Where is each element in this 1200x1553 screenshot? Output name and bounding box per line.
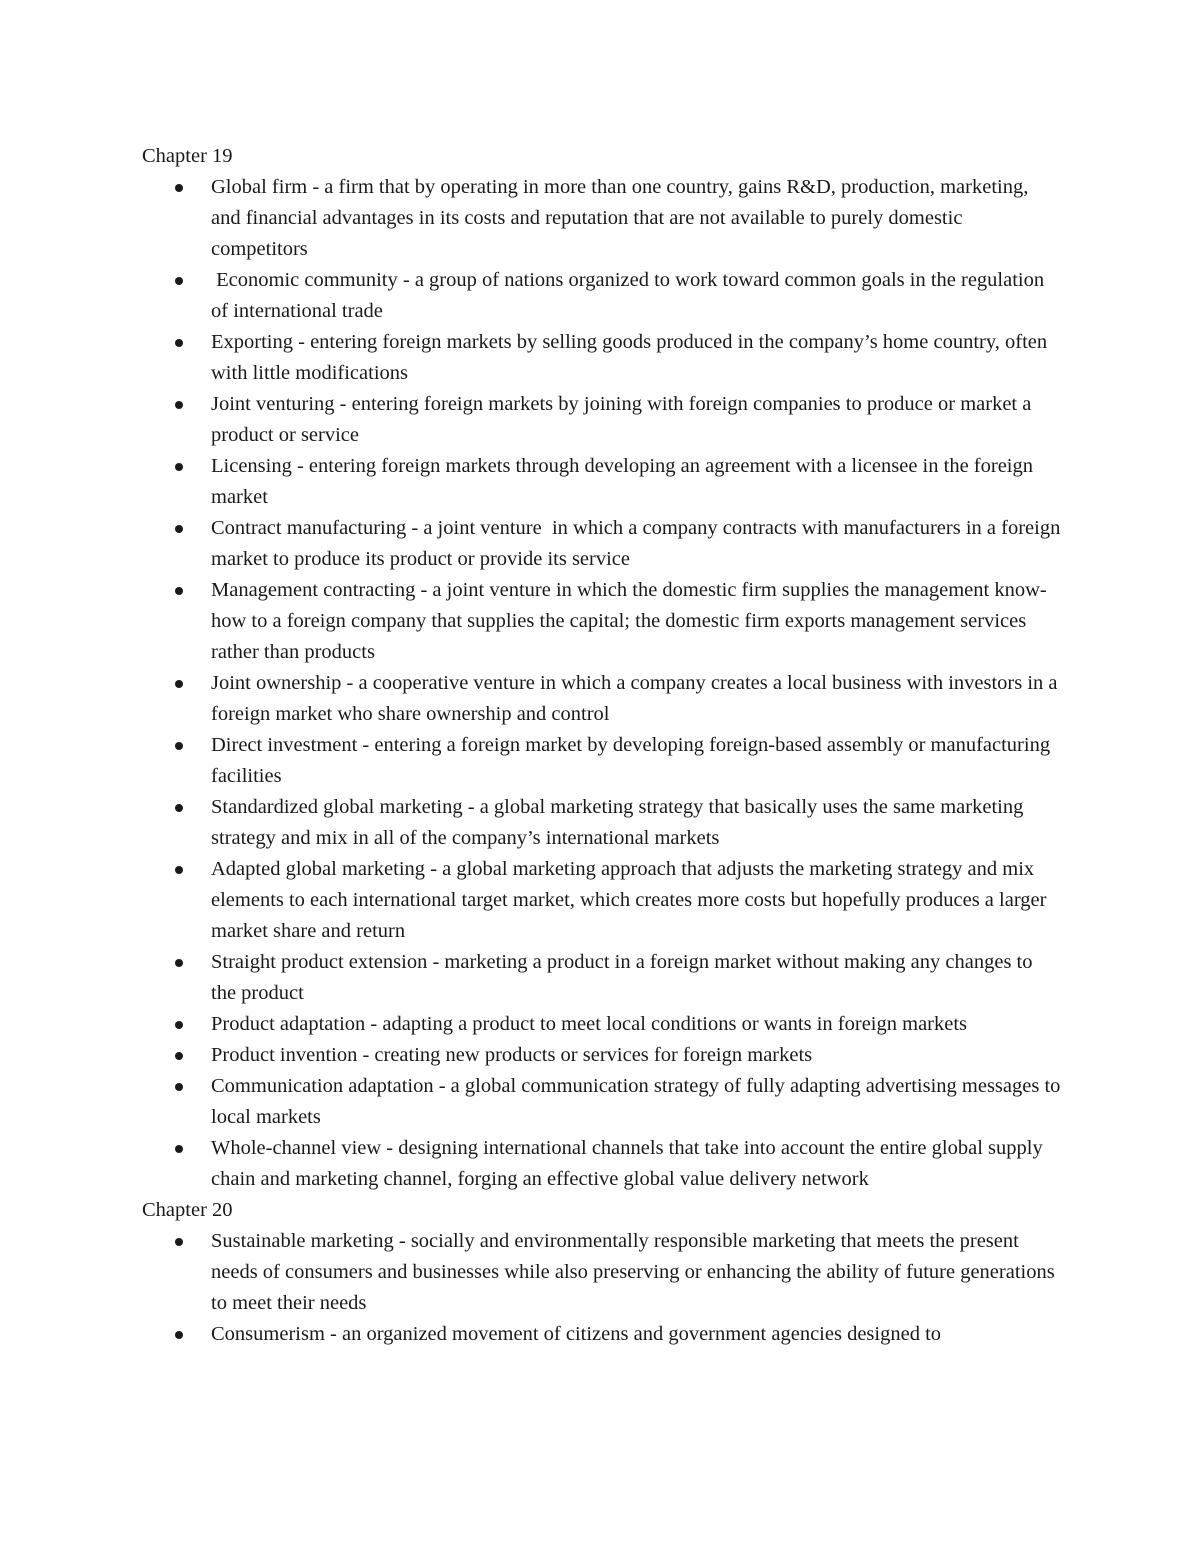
bullet-icon xyxy=(175,525,183,533)
bullet-icon xyxy=(175,1083,183,1091)
list-item xyxy=(211,854,1062,947)
list-item xyxy=(211,389,1062,451)
bullet-icon xyxy=(175,1052,183,1060)
term-text: Licensing - entering foreign markets through developing an agreement with a licensee in the foreign market xyxy=(211,455,1033,508)
bullet-icon xyxy=(175,1238,183,1246)
list-item xyxy=(211,575,1062,668)
bullet-icon xyxy=(175,1331,183,1339)
term-text: Economic community - a group of nations organized to work toward common goals in the regulation of international trade xyxy=(211,269,1050,322)
chapter-heading: Chapter 20 xyxy=(142,1199,233,1221)
list-item xyxy=(211,1133,1062,1195)
list-item xyxy=(211,1009,1062,1040)
chapter-20-section xyxy=(142,1195,1062,1350)
term-list xyxy=(142,172,1066,1195)
list-item xyxy=(211,947,1062,1009)
term-text: Adapted global marketing - a global marketing approach that adjusts the marketing strategy and mix elements to each international target market, which creates more costs but hopefully produces a larger market share and return xyxy=(211,858,1047,942)
list-item xyxy=(211,265,1062,327)
term-text: Standardized global marketing - a global marketing strategy that basically uses the same marketing strategy and mix in all of the company’s international markets xyxy=(211,796,1024,849)
term-text: Exporting - entering foreign markets by selling goods produced in the company’s home country, often with little modifications xyxy=(211,331,1048,384)
list-item xyxy=(211,730,1062,792)
term-text: Product adaptation - adapting a product to meet local conditions or wants in foreign markets xyxy=(211,1013,968,1035)
chapter-heading: Chapter 19 xyxy=(142,145,233,167)
bullet-icon xyxy=(175,277,183,285)
term-text: Global firm - a firm that by operating in more than one country, gains R&D, production, marketing, and financial advantages in its costs and reputation that are not available to purely domestic competitors xyxy=(211,176,1029,260)
bullet-icon xyxy=(175,587,183,595)
bullet-icon xyxy=(175,184,183,192)
term-text: Sustainable marketing - socially and environmentally responsible marketing that meets the present needs of consumers and businesses while also preserving or enhancing the ability of future generations to meet their needs xyxy=(211,1230,1055,1314)
bullet-icon xyxy=(175,742,183,750)
term-text: Joint venturing - entering foreign markets by joining with foreign companies to produce or market a product or service xyxy=(211,393,1032,446)
list-item xyxy=(211,1319,1062,1350)
term-text: Direct investment - entering a foreign market by developing foreign-based assembly or manufacturing facilities xyxy=(211,734,1051,787)
bullet-icon xyxy=(175,959,183,967)
list-item xyxy=(211,451,1062,513)
list-item xyxy=(211,327,1062,389)
bullet-icon xyxy=(175,1145,183,1153)
term-text: Straight product extension - marketing a product in a foreign market without making any changes to the product xyxy=(211,951,1033,1004)
list-item xyxy=(211,1071,1062,1133)
term-text: Joint ownership - a cooperative venture in which a company creates a local business with investors in a foreign market who share ownership and control xyxy=(211,672,1058,725)
term-text: Whole-channel view - designing international channels that take into account the entire global supply chain and marketing channel, forging an effective global value delivery network xyxy=(211,1137,1043,1190)
list-item xyxy=(211,1040,1062,1071)
term-text: Contract manufacturing - a joint venture in which a company contracts with manufacturers in a foreign market to produce its product or provide its service xyxy=(211,517,1066,570)
term-list xyxy=(142,1226,1062,1350)
term-text: Consumerism - an organized movement of citizens and government agencies designed to xyxy=(211,1323,942,1345)
bullet-icon xyxy=(175,463,183,471)
term-text: Management contracting - a joint venture in which the domestic firm supplies the management know-how to a foreign company that supplies the capital; the domestic firm exports management services rather than products xyxy=(211,579,1047,663)
bullet-icon xyxy=(175,866,183,874)
list-item xyxy=(211,1226,1062,1319)
term-text: Communication adaptation - a global communication strategy of fully adapting advertising messages to local markets xyxy=(211,1075,1061,1128)
bullet-icon xyxy=(175,339,183,347)
document-page xyxy=(142,141,1066,1350)
bullet-icon xyxy=(175,680,183,688)
bullet-icon xyxy=(175,804,183,812)
list-item xyxy=(211,172,1062,265)
bullet-icon xyxy=(175,401,183,409)
chapter-19-section xyxy=(142,141,1066,1195)
list-item xyxy=(211,513,1066,575)
term-text: Product invention - creating new products or services for foreign markets xyxy=(211,1044,813,1066)
list-item xyxy=(211,792,1062,854)
list-item xyxy=(211,668,1062,730)
bullet-icon xyxy=(175,1021,183,1029)
